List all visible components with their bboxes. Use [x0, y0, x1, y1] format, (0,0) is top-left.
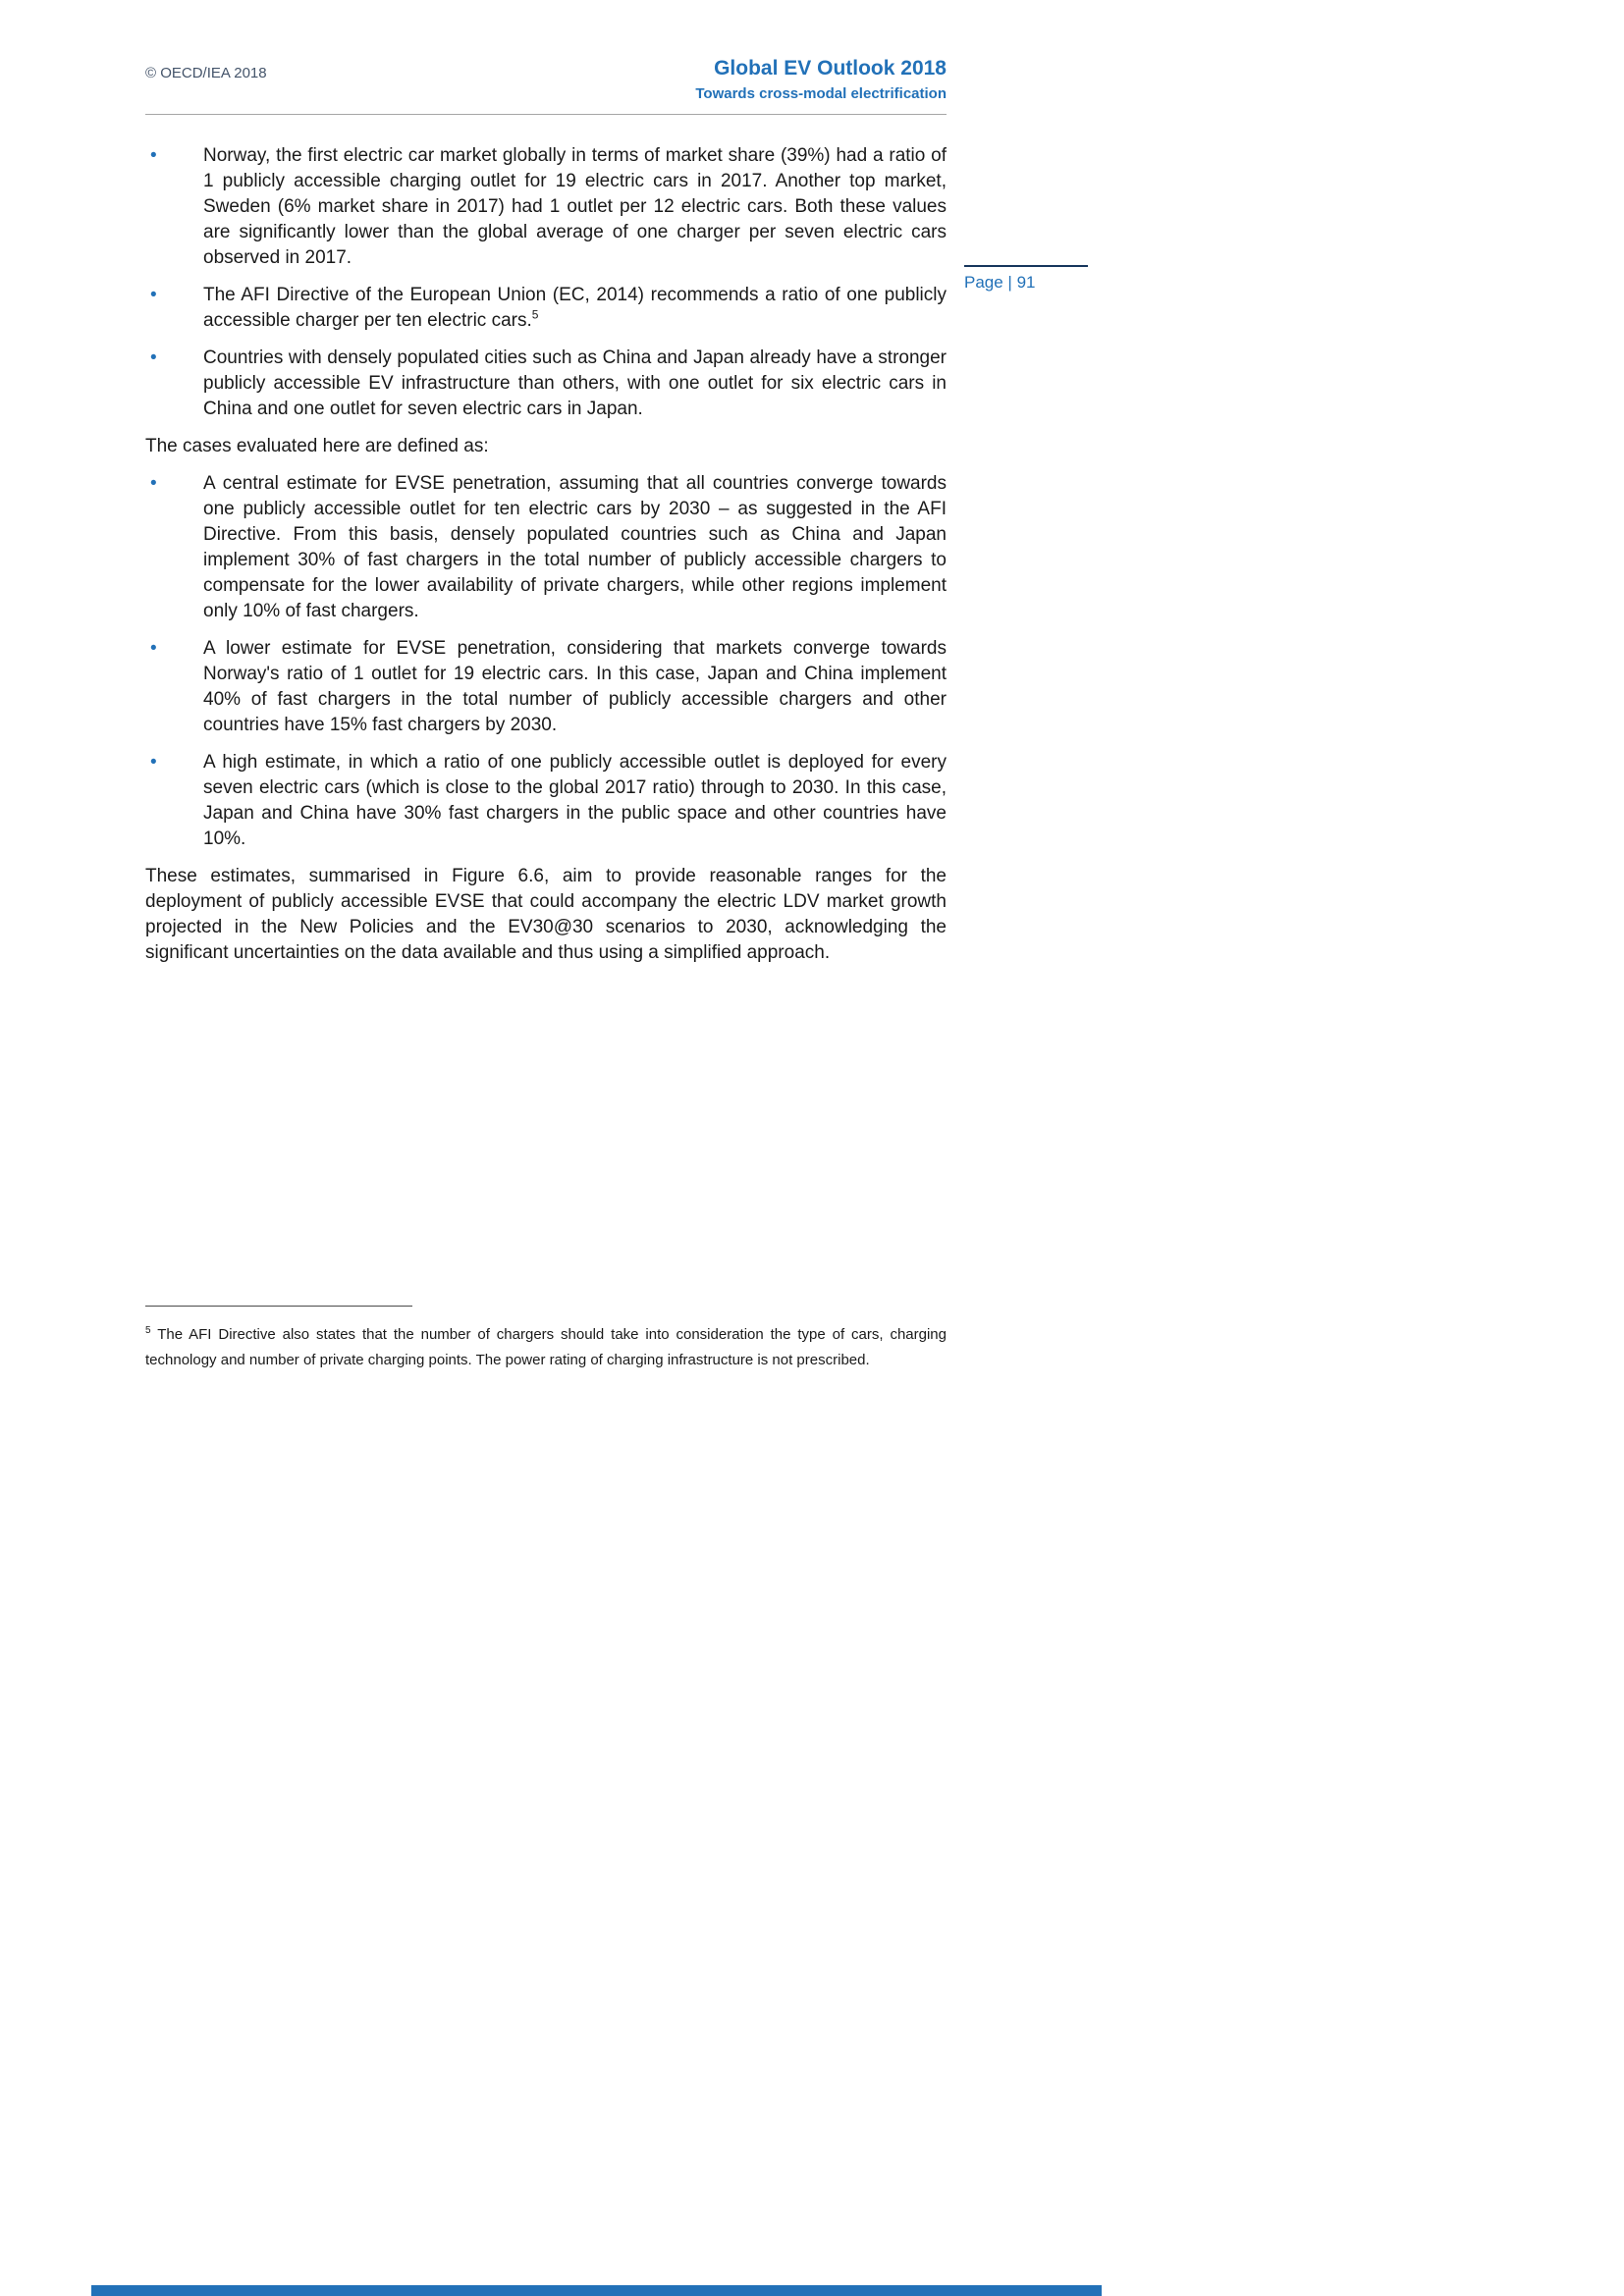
bullet-item-afi-directive	[145, 283, 947, 334]
footnote-area	[145, 1306, 947, 1373]
bullet-item-lower-estimate	[145, 636, 947, 738]
copyright-notice: © OECD/IEA 2018	[145, 65, 267, 81]
page-header	[145, 57, 947, 115]
page-number-block	[964, 265, 1088, 293]
page-content	[145, 143, 947, 978]
footnote-marker: 5	[145, 1325, 151, 1336]
bullet-text	[203, 283, 947, 334]
report-subtitle: Towards cross-modal electrification	[695, 85, 947, 102]
footnote-body: The AFI Directive also states that the number of chargers should take into consideration the type of cars, charging technology and number of private charging points. The power rating of charging infrastructure is not prescribed.	[145, 1326, 947, 1368]
closing-paragraph: These estimates, summarised in Figure 6.6, aim to provide reasonable ranges for the deployment of publicly accessible EVSE that could accompany the electric LDV market growth projected in the New Policies and the EV30@30 scenarios to 2030, acknowledging the significant uncertainties on the data available and thus using a simplified approach.	[145, 866, 947, 963]
bullet-item-norway	[145, 143, 947, 271]
bullet-icon: •	[150, 285, 157, 305]
report-title: Global EV Outlook 2018	[714, 57, 947, 80]
bullet-item-high-estimate	[145, 750, 947, 852]
bullet-text: A lower estimate for EVSE penetration, considering that markets converge towards Norway's ratio of 1 outlet for 19 electric cars. In this case, Japan and China implement 40% of fast chargers in the total number of publicly accessible chargers and other countries have 15% fast chargers by 2030.	[203, 638, 947, 735]
footer-accent-bar	[91, 2285, 1102, 2296]
bullet-icon: •	[150, 752, 157, 773]
bullet-text: A high estimate, in which a ratio of one publicly accessible outlet is deployed for every seven electric cars (which is close to the global 2017 ratio) through to 2030. In this case, Japan and China have 30% fast chargers in the public space and other countries have 10%.	[203, 752, 947, 849]
bullet-icon: •	[150, 145, 157, 166]
footnote-reference: 5	[531, 307, 539, 322]
cases-intro-paragraph: The cases evaluated here are defined as:	[145, 436, 489, 456]
bullet-text: Countries with densely populated cities such as China and Japan already have a stronger publicly accessible EV infrastructure than others, with one outlet for six electric cars in China and one outlet for seven electric cars in Japan.	[203, 347, 947, 419]
bullet-text-body: The AFI Directive of the European Union (EC, 2014) recommends a ratio of one publicly accessible charger per ten electric cars.	[203, 285, 947, 331]
bullet-icon: •	[150, 638, 157, 659]
bullet-item-china-japan	[145, 346, 947, 422]
page-number-rule	[964, 265, 1088, 267]
bullet-text: A central estimate for EVSE penetration, assuming that all countries converge towards one publicly accessible outlet for ten electric cars by 2030 – as suggested in the AFI Directive. From this basis, densely populated countries such as China and Japan implement 30% of fast chargers in the total number of publicly accessible chargers to compensate for the lower availability of private chargers, while other regions implement only 10% of fast chargers.	[203, 473, 947, 621]
bullet-text: Norway, the first electric car market globally in terms of market share (39%) had a ratio of 1 publicly accessible charging outlet for 19 electric cars in 2017. Another top market, Sweden (6% market share in 2017) had 1 outlet per 12 electric cars. Both these values are significantly lower than the global average of one charger per seven electric cars observed in 2017.	[203, 145, 947, 268]
page-number-label: Page | 91	[964, 273, 1036, 292]
footnote-text	[145, 1322, 947, 1373]
bullet-item-central-estimate	[145, 471, 947, 624]
bullet-icon: •	[150, 347, 157, 368]
bullet-icon: •	[150, 473, 157, 494]
footnote-separator-rule	[145, 1306, 412, 1307]
report-title-block	[695, 57, 947, 102]
